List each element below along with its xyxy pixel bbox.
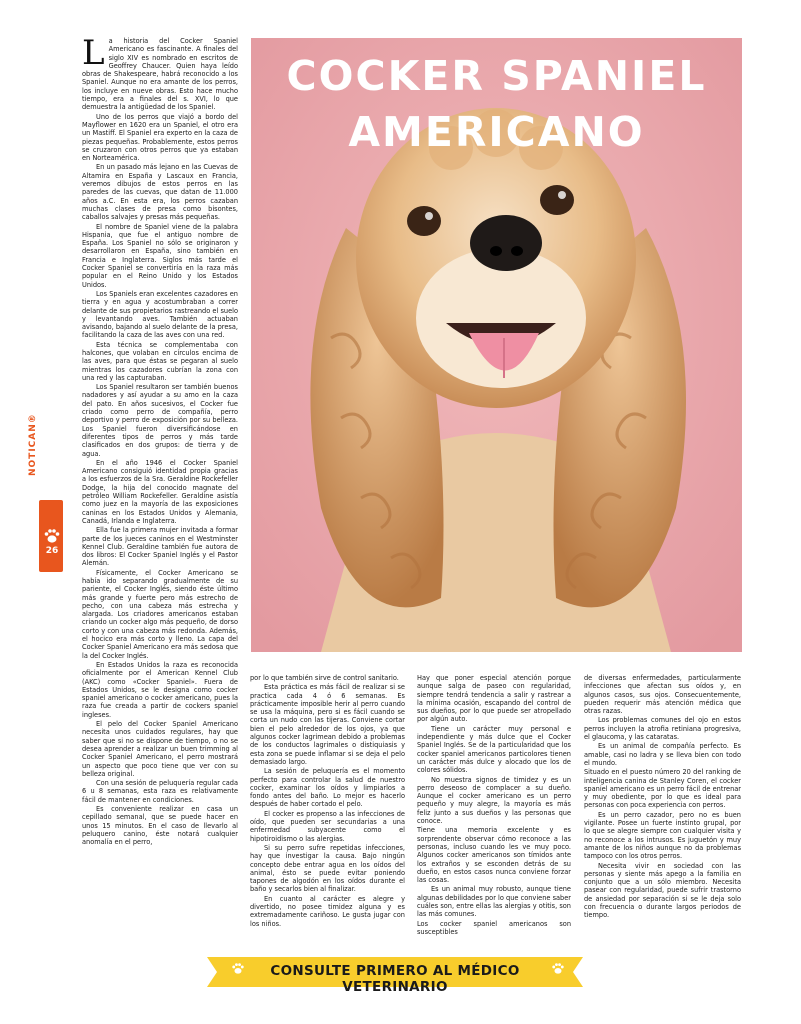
article-paragraph: Físicamente, el Cocker Americano se había ido separando gradualmente de su pariente, el Cocker Inglés, siendo éste último más grande y fuerte pero más estrecho de pecho, con una cabeza más estrecha y alargada. Los criadores americanos estaban criando un cocker algo más pequeño, de dorso corto y con una cabeza más redonda. Además, el hocico era más corto y lleno. La capa del Cocker Spaniel Americano era más sedosa que la del Cocker Inglés. xyxy=(82,568,238,660)
article-paragraph: La historia del Cocker Spaniel Americano es fascinante. A finales del siglo XIV es nombrado en escritos de Geoffrey Chaucer. Quien haya leído obras de Shakespeare, habrá reconocido a los Spaniel. Aunque no era amante de los perros, los incluye en nueve obras. Esto hace mucho tiempo, era a finales del s. XVI, lo que demuestra la antigüedad de los Spaniel. xyxy=(82,33,238,112)
article-paragraph: Tiene un carácter muy personal e independiente y más dulce que el Cocker Spaniel Inglés. Se de la particularidad que los cocker spaniel americanos particolores tienen un carácter más dulce y alocado que los de colores sólidos. xyxy=(417,724,571,775)
article-column-4 xyxy=(584,674,741,954)
article-paragraph: En un pasado más lejano en las Cuevas de Altamira en España y Lascaux en Francia, veremos dibujos de estos perros en las paredes de las cuevas, que datan de 11.000 años a.C. En esta era, los perros cazaban muchas clases de presa como bisontes, caballos salvajes y presas más pequeñas. xyxy=(82,163,238,222)
article-paragraph: En Estados Unidos la raza es reconocida oficialmente por el American Kennel Club (AKC) como «Cocker Spaniel». Fuera de Estados Unidos, se le designa como cocker spaniel americano o cocker americano, pues la raza fue creada a partir de cockers spaniel ingleses. xyxy=(82,660,238,719)
article-column-2 xyxy=(250,674,405,954)
article-paragraph: Los cocker spaniel americanos son susceptibles xyxy=(417,919,571,936)
magazine-brand: NOTICAN® xyxy=(28,413,38,476)
article-paragraph: Necesita vivir en sociedad con las personas y siente más apego a la familia en conjunto que a un sólo miembro. Necesita pasear con regularidad, puede sufrir trastorno de ansiedad por separación si se le deja solo con frecuencia o durante largos periodos de tiempo. xyxy=(584,861,741,920)
article-paragraph: Uno de los perros que viajó a bordo del Mayflower en 1620 era un Spaniel, el otro era un Mastiff. El Spaniel era experto en la caza de piezas pequeñas. Probablemente, estos perros se cruzaron con otros perros que ya estaban en Norteamérica. xyxy=(82,112,238,163)
article-paragraph: El pelo del Cocker Spaniel Americano necesita unos cuidados regulares, hay que saber que si no se dispone de tiempo, o no se desea aprender a realizar un buen trimming al Cocker Spaniel Americano, el perro mostrará un aspecto que poco tiene que ver con su belleza original. xyxy=(82,720,238,778)
article-paragraph: Esta técnica se complementaba con halcones, que volaban en círculos encima de las aves, para que éstas se pegaran al suelo mientras los cazadores cubrían la zona con una red y las capturaban. xyxy=(82,340,238,382)
article-paragraph: Tiene una memoria excelente y es sorprendente observar cómo reconoce a las personas, incluso cuando les ve muy poco. Algunos cocker americanos son tímidos ante los extraños y se esconden detrás de su dueño, en estos casos nunca conviene forzar las cosas. xyxy=(417,826,571,885)
article-column-3 xyxy=(417,674,571,954)
article-paragraph: Situado en el puesto número 20 del ranking de inteligencia canina de Stanley Coren, el cocker spaniel americano es un perro fácil de entrenar y muy obediente, por lo que es ideal para personas con poca experiencia con perros. xyxy=(584,768,741,810)
article-paragraph: de diversas enfermedades, particularmente infecciones que afectan sus oídos y, en algunos casos, sus ojos. Consecuentemente, pueden requerir más atención médica que otras razas. xyxy=(584,674,741,716)
page-number: 26 xyxy=(45,546,59,556)
headline xyxy=(251,48,742,160)
article-paragraph: Los Spaniels eran excelentes cazadores en tierra y en agua y acostumbraban a correr delante de sus propietarios rastreando el suelo y levantando aves. También actuaban avisando, bajando al suelo delante de la presa, facilitando la caza de las aves con una red. xyxy=(82,289,238,340)
article-paragraph: En el año 1946 el Cocker Spaniel Americano consiguió identidad propia gracias a los esfuerzos de la Sra. Geraldine Rockefeller Dodge, la hija del conocido magnate del petróleo William Rockefeller. Geraldine asistía como juez en la mayoría de las exposiciones caninas en los Estados Unidos y Alemania, Canadá, Irlanda e Inglaterra. xyxy=(82,458,238,525)
headline-line-1: COCKER SPANIEL xyxy=(286,52,707,100)
article-paragraph: Si su perro sufre repetidas infecciones, hay que investigar la causa. Bajo ningún concepto debe entrar agua en los oídos del animal, ésto se puede evitar poniendo tapones de algodón en los oídos durante el baño y secarlos bien al finalizar. xyxy=(250,843,405,894)
paw-icon xyxy=(551,962,565,975)
article-paragraph: Es conveniente realizar en casa un cepillado semanal, que se puede hacer en unos 15 minutos. En el caso de llevarlo al peluquero canino, éste notará cualquier anomalía en el perro, xyxy=(82,805,238,847)
article-column-1 xyxy=(82,33,238,907)
paw-icon xyxy=(43,528,61,544)
banner-text: CONSULTE PRIMERO AL MÉDICO VETERINARIO xyxy=(270,963,520,995)
article-paragraph: El cocker es propenso a las infecciones de oído, que pueden ser secundarias a una enfermedad subyacente como el hipotiroidismo o las alergias. xyxy=(250,809,405,843)
drop-cap: L xyxy=(82,33,105,73)
article-paragraph: Es un animal de compañía perfecto. Es amable, casi no ladra y se lleva bien con todo el mundo. xyxy=(584,742,741,767)
article-paragraph: El nombre de Spaniel viene de la palabra Hispania, que fue el antiguo nombre de España. Los Spaniel no sólo se originaron y desarrollaron en España, sino también en Francia e Inglaterra. Siglos más tarde el Cocker Spaniel se convertiría en la raza más popular en el Reino Unido y los Estados Unidos. xyxy=(82,222,238,289)
article-paragraph: Hay que poner especial atención porque aunque salga de paseo con regularidad, siempre tendrá tendencia a salir y rastrear a la mínima ocasión, escapando del control de sus dueños, por lo que puede ser atropellado por algún auto. xyxy=(417,674,571,724)
headline-line-2: AMERICANO xyxy=(348,108,645,156)
article-paragraph: Es un perro cazador, pero no es buen vigilante. Posee un fuerte instinto grupal, por lo que se alegre siempre con cualquier visita y no reconoce a los intrusos. Es juguetón y muy amante de los niños aunque no da problemas tampoco con los otros perros. xyxy=(584,810,741,861)
article-paragraph: por lo que también sirve de control sanitario. xyxy=(250,674,399,682)
article-paragraph: Los problemas comunes del ojo en estos perros incluyen la atrofia retiniana progresiva, el glaucoma, y las cataratas. xyxy=(584,716,741,742)
article-paragraph: La sesión de peluquería es el momento perfecto para controlar la salud de nuestro cocker, examinar los oídos y limpiarlos a fondo antes del baño. Lo mejor es hacerlo después de haber cortado el pelo. xyxy=(250,767,405,809)
article-paragraph: Es un animal muy robusto, aunque tiene algunas debilidades por lo que conviene saber cuáles son, entre ellas las alergias y otitis, son las más comunes. xyxy=(417,885,571,919)
article-paragraph: Con una sesión de peluquería regular cada 6 u 8 semanas, esta raza es relativamente fácil de mantener en condiciones. xyxy=(82,779,238,804)
article-paragraph: En cuanto al carácter es alegre y divertido, no posee timidez alguna y es extremadamente cariñoso. Le gusta jugar con los niños. xyxy=(250,894,405,928)
article-paragraph: No muestra signos de timidez y es un perro deseoso de complacer a su dueño. Aunque el cocker americano es un perro pequeño y muy alegre, la mayoría es más feliz junto a sus dueños y las personas que conoce. xyxy=(417,775,571,826)
article-paragraph: Esta práctica es más fácil de realizar si se practica cada 4 ó 6 semanas. Es prácticamente imposible herir al perro cuando se usa la máquina, pero si es fácil cuando se corta un nudo con las tijeras. Conviene cortar bien el pelo alrededor de los ojos, ya que algunos cocker lagrimean debido a problemas de los conductos lagrimales o distiquiasis y esta zona se puede inflamar si se deja el pelo demasiado largo. xyxy=(250,683,405,766)
article-paragraph: Ella fue la primera mujer invitada a formar parte de los jueces caninos en el Westminster Kennel Club. Geraldine también fue autora de dos libros: El Cocker Spaniel Inglés y el Pastor Alemán. xyxy=(82,526,238,568)
article-paragraph: Los Spaniel resultaron ser también buenos nadadores y así ayudar a su amo en la caza del pato. En años sucesivos, el Cocker fue criado como perro de compañía, perro deportivo y perro de exposición por su belleza. Los Spaniel fueron diversificándose en diferentes tipos de perros y más tarde clasificados en dos grupos: de tierra y de agua. xyxy=(82,383,238,458)
